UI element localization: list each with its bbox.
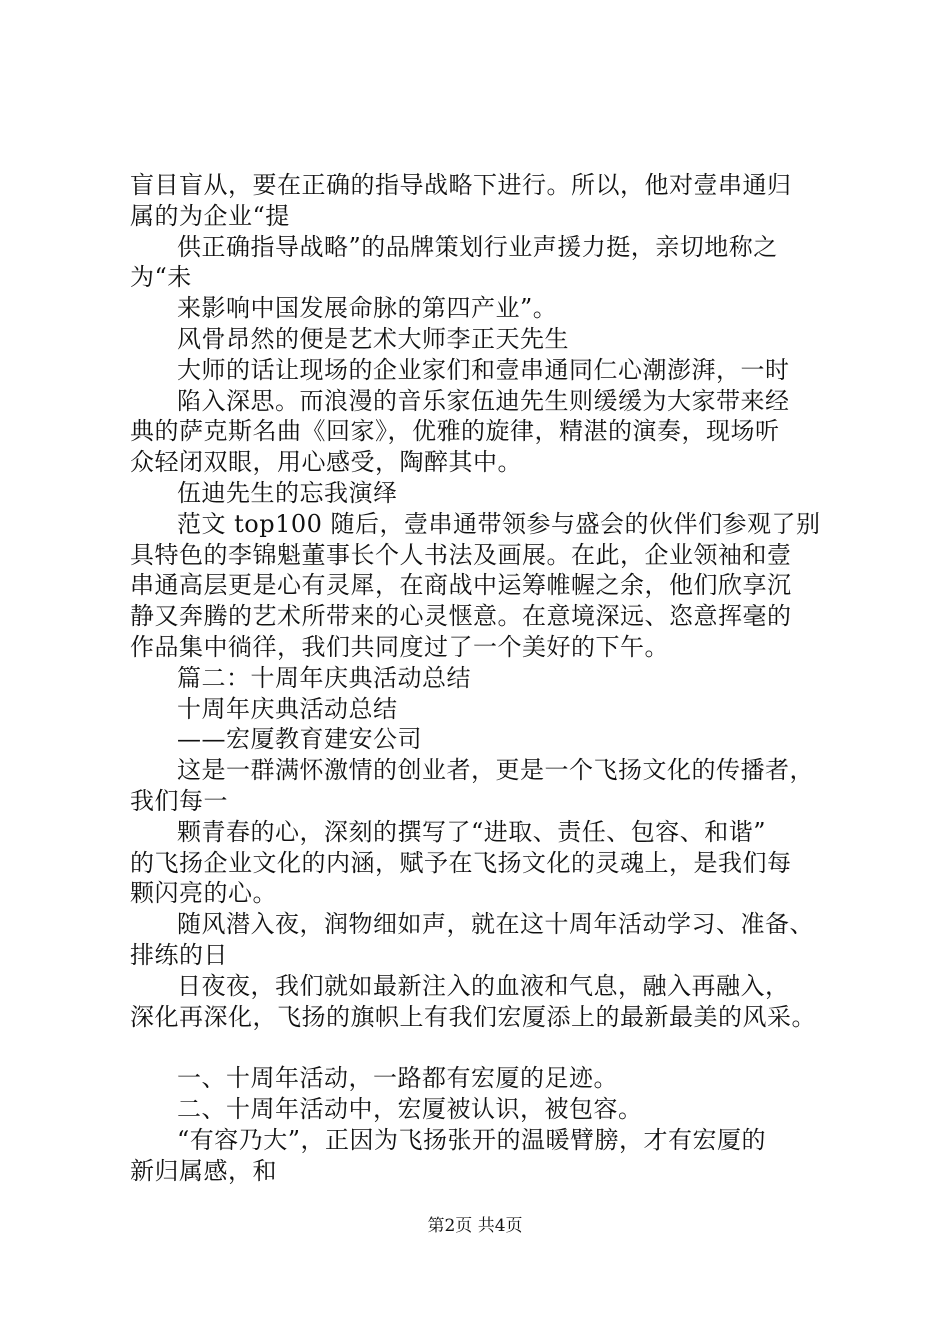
text-line: 作品集中徜徉，我们共同度过了一个美好的下午。: [130, 632, 669, 661]
text-line: 一、十周年活动，一路都有宏厦的足迹。: [177, 1064, 618, 1093]
text-line: 盲目盲从，要在正确的指导战略下进行。所以，他对壹串通归: [130, 171, 792, 199]
text-line: 这是一群满怀激情的创业者，更是一个飞扬文化的传播者，: [177, 756, 814, 785]
text-line: 属的为企业“提: [130, 201, 290, 230]
text-line: 我们每一: [130, 786, 228, 815]
text-line: 来影响中国发展命脉的第四产业”。: [177, 294, 558, 323]
text-line: 大师的话让现场的企业家们和壹串通同仁心潮澎湃，一时: [177, 355, 790, 384]
text-line: 的飞扬企业文化的内涵，赋予在飞扬文化的灵魂上，是我们每: [130, 848, 792, 877]
text-line: 范文 top100 随后，壹串通带领参与盛会的伙伴们参观了别: [177, 509, 821, 538]
text-line: 排练的日: [130, 940, 228, 969]
text-line: 颗闪亮的心。: [130, 879, 277, 908]
text-line: 典的萨克斯名曲《回家》，优雅的旋律，精湛的演奏，现场听: [130, 417, 780, 446]
text-line: 二、十周年活动中，宏厦被认识，被包容。: [177, 1095, 643, 1124]
text-line: 十周年庆典活动总结: [177, 694, 398, 723]
text-line: 供正确指导战略”的品牌策划行业声援力挺，亲切地称之: [177, 232, 778, 261]
document-body: [130, 170, 850, 1187]
page-footer: 第2页 共4页: [427, 1216, 523, 1236]
text-line: 串通高层更是心有灵犀，在商战中运筹帷幄之余，他们欣享沉: [130, 571, 792, 600]
blank-line: [130, 1032, 850, 1063]
text-line: 深化再深化，飞扬的旗帜上有我们宏厦添上的最新最美的风采。: [130, 1002, 816, 1031]
text-line: 随风潜入夜，润物细如声，就在这十周年活动学习、准备、: [177, 910, 814, 939]
text-line: 颗青春的心，深刻的撰写了“进取、责任、包容、和谐”: [177, 817, 767, 846]
text-line: 风骨昂然的便是艺术大师李正天先生: [177, 324, 569, 353]
text-line: 众轻闭双眼，用心感受，陶醉其中。: [130, 448, 522, 477]
text-line: 陷入深思。而浪漫的音乐家伍迪先生则缓缓为大家带来经: [177, 386, 790, 415]
text-line: ——宏厦教育建安公司: [177, 725, 422, 754]
text-line: 伍迪先生的忘我演绎: [177, 478, 398, 507]
text-line: 静又奔腾的艺术所带来的心灵惬意。在意境深远、恣意挥毫的: [130, 602, 792, 631]
text-line: 具特色的李锦魁董事长个人书法及画展。在此，企业领袖和壹: [130, 540, 792, 569]
text-line: “有容乃大”，正因为飞扬张开的温暖臂膀，才有宏厦的: [177, 1125, 767, 1154]
text-line: 为“未: [130, 263, 192, 292]
text-line: 篇二：十周年庆典活动总结: [177, 663, 471, 692]
text-line: 日夜夜，我们就如最新注入的血液和气息，融入再融入，: [177, 971, 790, 1000]
text-line: 新归属感，和: [130, 1156, 277, 1185]
